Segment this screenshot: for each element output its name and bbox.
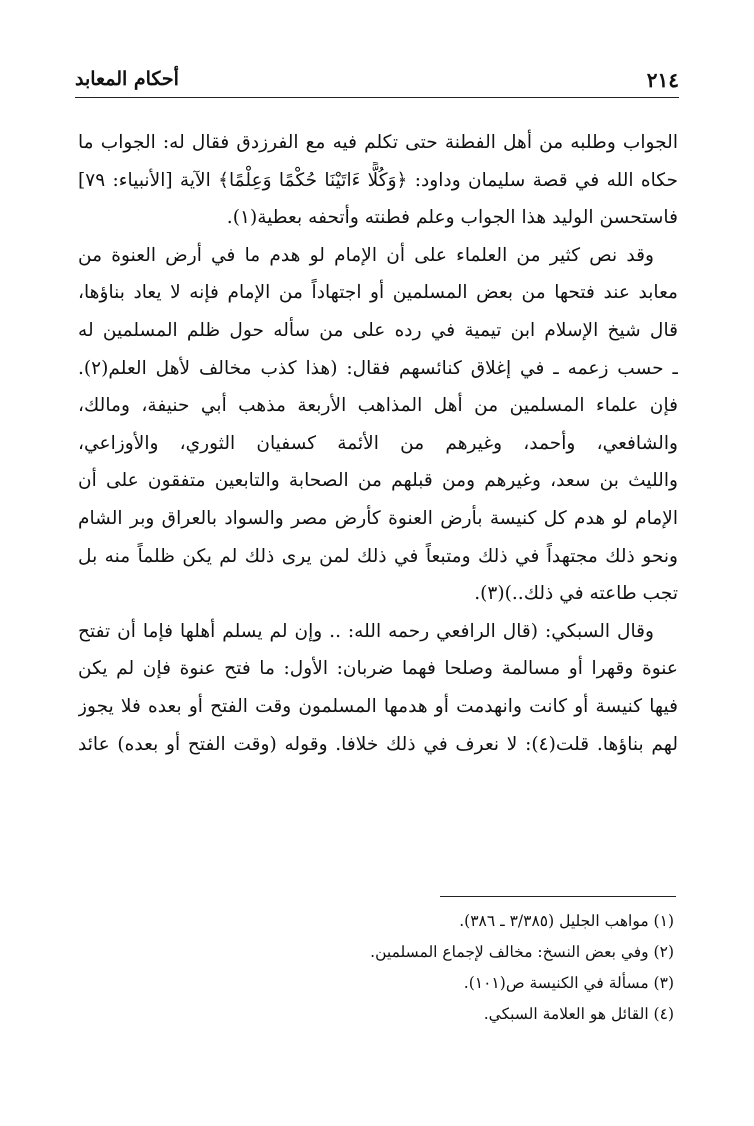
footnote-2: (٢) وفي بعض النسخ: مخالف لإجماع المسلمين.	[370, 943, 674, 961]
paragraph-start-line: وقال السبكي: (قال الرافعي رحمه الله: .. وإن لم يسلم أهلها فإما أن تفتح	[78, 620, 654, 642]
text-line: فيها كنيسة أو كانت وانهدمت أو هدمها المسلمون وقت الفتح أو بعده فلا يجوز	[78, 695, 678, 717]
text-line: والشافعي، وأحمد، وغيرهم من الأئمة كسفيان الثوري، والأوزاعي،	[78, 432, 678, 454]
text-line: ـ حسب زعمه ـ في إغلاق كنائسهم فقال: (هذا كذب مخالف لأهل العلم(٢).	[78, 357, 678, 379]
text-line: فإن علماء المسلمين من أهل المذاهب الأربعة مذهب أبي حنيفة، ومالك،	[78, 395, 678, 417]
footnotes	[78, 906, 674, 1030]
footnote-divider	[440, 896, 676, 897]
header-divider	[75, 97, 679, 98]
main-text	[78, 124, 678, 763]
footnote-1: (١) مواهب الجليل (٣/٣٨٥ ـ ٣٨٦).	[459, 912, 674, 930]
page-number: ٢١٤	[646, 68, 679, 92]
text-line: تجب طاعته في ذلك..)(٣).	[474, 583, 678, 605]
text-line: لهم بناؤها. قلت(٤): لا نعرف في ذلك خلافا. وقوله (وقت الفتح أو بعده) عائد	[78, 733, 678, 755]
text-line: فاستحسن الوليد هذا الجواب وعلم فطنته وأتحفه بعطية(١).	[226, 207, 678, 229]
footnote-4: (٤) القائل هو العلامة السبكي.	[483, 1005, 674, 1023]
text-line: الإمام لو هدم كل كنيسة بأرض العنوة كأرض مصر والسواد بالعراق وبر الشام	[78, 507, 678, 529]
footnote-3: (٣) مسألة في الكنيسة ص(١٠١).	[463, 974, 674, 992]
text-line: معابد عند فتحها من بعض المسلمين أو اجتهاداً من الإمام فإنه لا يعاد بناؤها،	[78, 282, 678, 304]
page-header	[75, 62, 679, 96]
text-line: حكاه الله في قصة سليمان وداود: ﴿وَكُلًّا ءَاتَيْنَا حُكْمًا وَعِلْمًا﴾ الآية [الأنبياء: ٧٩]	[78, 169, 678, 191]
text-line: عنوة وقهرا أو مسالمة وصلحا فهما ضربان: الأول: ما فتح عنوة فإن لم يكن	[78, 658, 678, 680]
text-line: والليث بن سعد، وغيرهم ومن قبلهم من الصحابة والتابعين متفقون على أن	[78, 470, 678, 492]
text-line: الجواب وطلبه من أهل الفطنة حتى تكلم فيه مع الفرزدق فقال له: الجواب ما	[78, 132, 678, 153]
text-line: ونحو ذلك مجتهداً في ذلك ومتبعاً في ذلك لمن يرى ذلك لم يكن ظلماً منه بل	[78, 545, 678, 567]
running-title: أحكام المعابد	[75, 68, 179, 90]
paragraph-start-line: وقد نص كثير من العلماء على أن الإمام لو هدم ما في أرض العنوة من	[78, 244, 654, 266]
text-line: قال شيخ الإسلام ابن تيمية في رده على من سأله حول ظلم المسلمين له	[78, 319, 678, 341]
